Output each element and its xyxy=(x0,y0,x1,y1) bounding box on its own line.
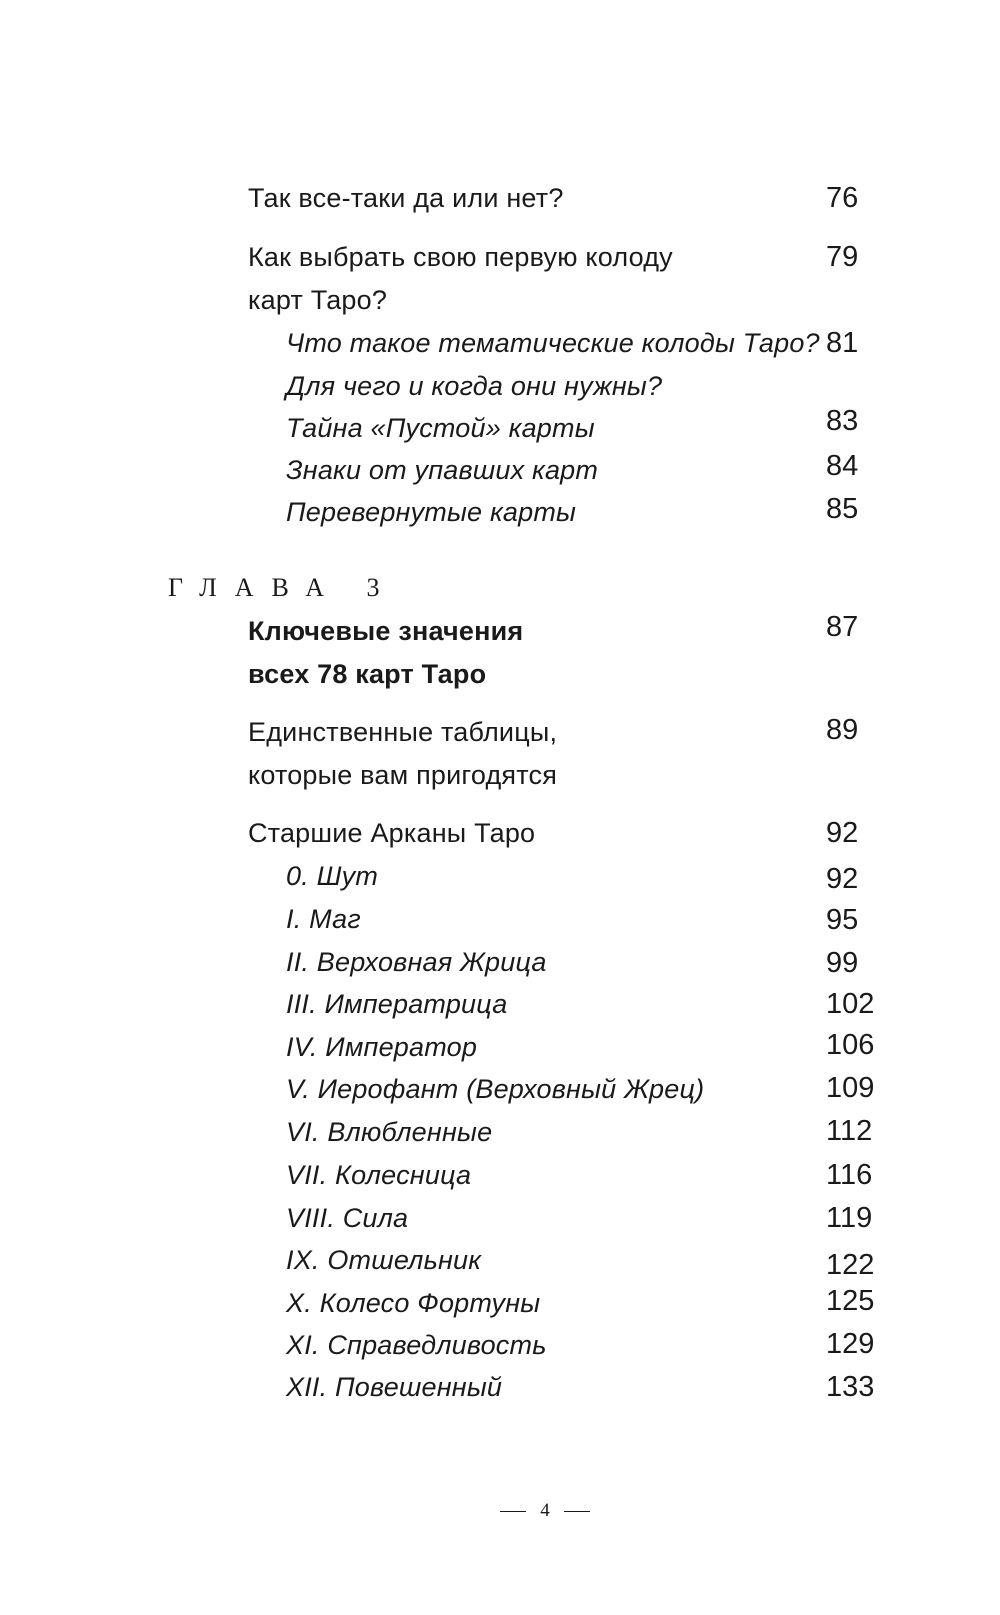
toc-entry-title-continued: которые вам пригодятся xyxy=(248,760,558,790)
folio-dash-left xyxy=(500,1511,526,1512)
folio-dash-right xyxy=(564,1511,590,1512)
toc-card-page: 122 xyxy=(826,1249,875,1281)
toc-card-page: 92 xyxy=(826,863,859,895)
toc-card-page: 99 xyxy=(826,947,859,979)
toc-card-title: VI. Влюбленные xyxy=(286,1117,493,1147)
toc-card-page: 119 xyxy=(826,1202,873,1234)
toc-subentry-title: Тайна «Пустой» карты xyxy=(286,413,595,443)
page-number-footer xyxy=(0,1499,1000,1523)
toc-entry-title: Единственные таблицы, xyxy=(248,717,558,747)
toc-entry-title: Как выбрать свою первую колоду xyxy=(248,242,673,272)
toc-card-page: 133 xyxy=(826,1371,875,1403)
toc-card-title: III. Императрица xyxy=(286,989,508,1019)
toc-card-title: VII. Колесница xyxy=(286,1160,472,1190)
toc-card-title: VIII. Сила xyxy=(286,1203,409,1233)
toc-card-title: IX. Отшельник xyxy=(286,1245,482,1275)
toc-entry-page: 89 xyxy=(826,714,859,746)
toc-card-page: 112 xyxy=(826,1115,873,1147)
toc-subentry-page: 81 xyxy=(826,327,859,359)
toc-entry-title: Старшие Арканы Таро xyxy=(248,818,536,848)
toc-subentry-title-continued: Для чего и когда они нужны? xyxy=(286,371,663,401)
toc-subentry-title: Знаки от упавших карт xyxy=(286,455,599,485)
toc-card-title: II. Верховная Жрица xyxy=(286,947,547,977)
toc-entry-page: 92 xyxy=(826,817,859,849)
toc-card-page: 95 xyxy=(826,904,859,936)
toc-card-title: X. Колесо Фортуны xyxy=(286,1288,541,1318)
toc-card-page: 129 xyxy=(826,1328,875,1360)
toc-subentry-page: 83 xyxy=(826,405,859,437)
toc-entry-title: Так все-таки да или нет? xyxy=(248,183,564,213)
toc-entry-page: 79 xyxy=(826,241,859,273)
toc-card-page: 125 xyxy=(826,1285,875,1317)
toc-card-title: V. Иерофант (Верховный Жрец) xyxy=(286,1074,705,1104)
toc-card-title: IV. Император xyxy=(286,1032,478,1062)
toc-subentry-page: 84 xyxy=(826,450,859,482)
toc-card-page: 102 xyxy=(826,988,875,1020)
page-number: 4 xyxy=(540,1500,550,1521)
chapter-page: 87 xyxy=(826,611,859,643)
toc-card-page: 116 xyxy=(826,1159,873,1191)
chapter-title: Ключевые значения xyxy=(248,616,524,646)
toc-entry-title-continued: карт Таро? xyxy=(248,285,388,315)
toc-subentry-title: Что такое тематические колоды Таро? xyxy=(286,328,820,358)
toc-card-title: 0. Шут xyxy=(286,861,379,891)
toc-card-title: XI. Справедливость xyxy=(286,1330,547,1360)
toc-subentry-page: 85 xyxy=(826,493,859,525)
chapter-title-continued: всех 78 карт Таро xyxy=(248,659,487,689)
chapter-label: ГЛАВА 3 xyxy=(168,573,398,602)
toc-card-page: 109 xyxy=(826,1072,875,1104)
toc-card-page: 106 xyxy=(826,1029,875,1061)
toc-card-title: XII. Повешенный xyxy=(286,1372,503,1402)
toc-card-title: I. Маг xyxy=(286,904,361,934)
toc-subentry-title: Перевернутые карты xyxy=(286,497,577,527)
toc-entry-page: 76 xyxy=(826,182,859,214)
